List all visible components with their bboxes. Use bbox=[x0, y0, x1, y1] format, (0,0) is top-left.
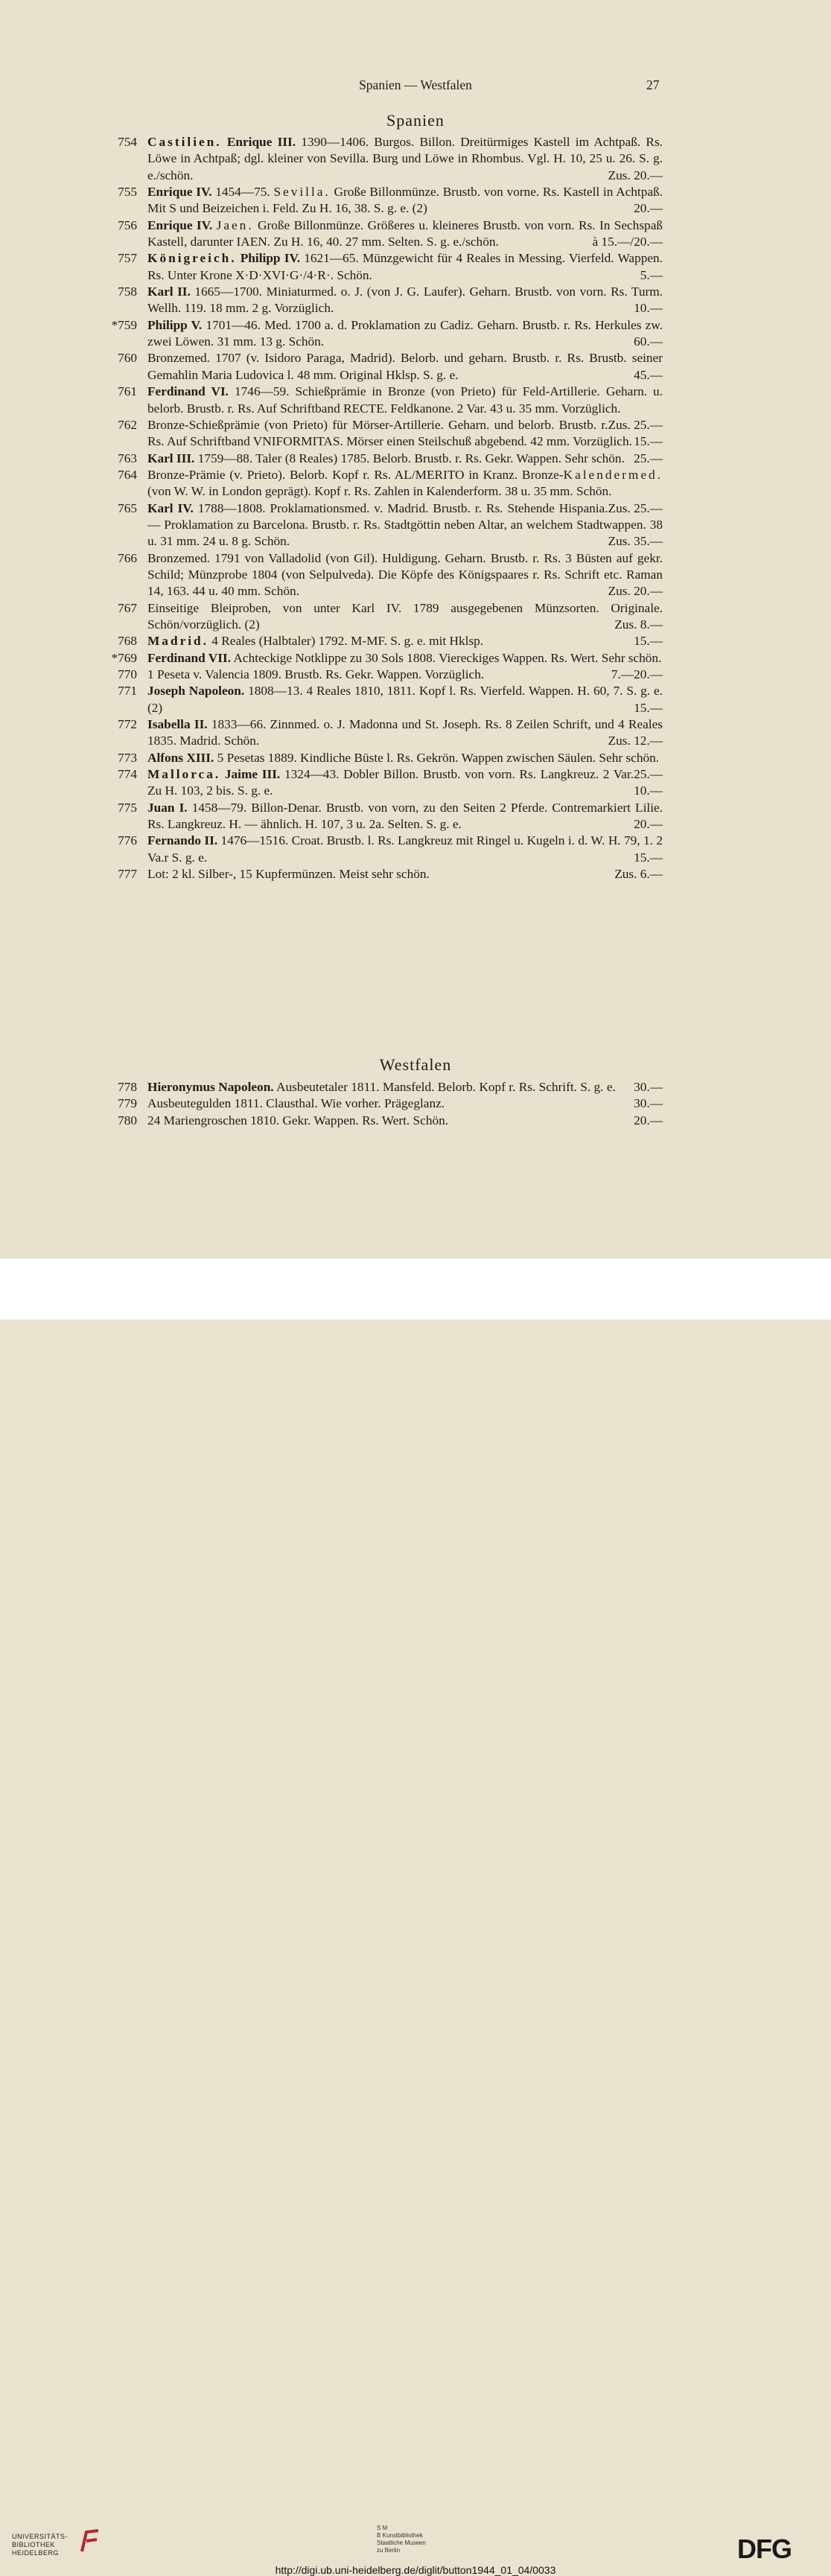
lot-heading: Ferdinand VI. bbox=[147, 384, 229, 399]
university-line: HEIDELBERG bbox=[12, 2549, 60, 2557]
entry-list-spanien bbox=[104, 134, 663, 882]
catalog-page bbox=[0, 0, 831, 1259]
lot-description bbox=[147, 866, 663, 882]
lot-description bbox=[147, 317, 663, 351]
lot-price: Zus. 8.— bbox=[614, 617, 663, 632]
lot-number: *759 bbox=[111, 317, 137, 332]
catalog-entry bbox=[104, 766, 663, 800]
lot-description bbox=[147, 600, 663, 634]
lot-number: 758 bbox=[118, 284, 137, 299]
lot-heading: Karl IV. bbox=[147, 500, 194, 515]
lot-heading: Jaime III. bbox=[220, 767, 281, 782]
lot-number: 761 bbox=[118, 384, 137, 399]
catalog-entry bbox=[104, 317, 663, 351]
lot-price: 20.— bbox=[634, 201, 663, 216]
lot-heading: Enrique IV. bbox=[147, 217, 213, 232]
university-line: BIBLIOTHEK bbox=[12, 2541, 56, 2548]
catalog-entry bbox=[104, 866, 663, 882]
stamp-line: S M bbox=[377, 2525, 388, 2531]
lot-text: Bronzemed. 1791 von Valladolid (von Gil). Huldigung. Geharn. Brustb. r. Rs. 3 Büsten auf gekr. Schild; Münzprobe 1804 (von Selpulveda). Die Köpfe des Königspaares r. Rs. Schrift etc. Raman 14, 163. 44 u. 40 mm. Schön. bbox=[147, 550, 663, 599]
lot-price: 30.— bbox=[634, 1096, 663, 1111]
lot-text: 1458—79. Billon-Denar. Brustb. von vorn, zu den Seiten 2 Pferde. Contremarkiert Lilie. Rs. Langkreuz. H. — ähnlich. H. 107, 3 u. 2a. Selten. S. g. e. bbox=[147, 800, 663, 832]
lot-text: Bronze-Prämie (v. Prieto). Belorb. Kopf r. Rs. AL/MERITO in Kranz. Bronze- bbox=[147, 467, 564, 482]
lot-heading: Königreich. bbox=[147, 251, 237, 266]
lot-text: Große Billonmünze. Größeres u. kleineres Brustb. von vorn. Rs. In Sechspaß Kastell, darunter IAEN. Zu H. 16, 40. 27 mm. Selten. S. g. e./schön. bbox=[147, 217, 663, 249]
lot-description bbox=[147, 500, 663, 550]
lot-text: 1665—1700. Miniaturmed. o. J. (von J. G. Laufer). Geharn. Brustb. von vorn. Rs. Turm. Wellh. 119. 18 mm. 2 g. Vorzüglich. bbox=[147, 284, 663, 316]
catalog-entry bbox=[104, 633, 663, 649]
lot-description bbox=[147, 284, 663, 317]
lot-description bbox=[147, 716, 663, 750]
lot-price: 20.— bbox=[634, 817, 663, 832]
lot-heading: Karl II. bbox=[147, 284, 191, 299]
catalog-entry bbox=[104, 1079, 663, 1095]
lot-description bbox=[147, 134, 663, 184]
lot-text: (von W. W. in London geprägt). Kopf r. Rs. Zahlen in Kalenderform. 38 u. 35 mm. Schön. bbox=[147, 484, 612, 499]
lot-number: 773 bbox=[118, 750, 137, 765]
lot-text: 1746—59. Schießprämie in Bronze (von Prieto) für Feld-Artillerie. Geharn. u. belorb. Brustb. r. Rs. Auf Schriftband RECTE. Feldkanone. 2 Var. 43 u. 35 mm. Vorzüglich. bbox=[147, 384, 663, 416]
lot-text: 1808—13. 4 Reales 1810, 1811. Kopf l. Rs. Vierfeld. Wappen. H. 60, 7. S. g. e. (2) bbox=[147, 684, 663, 715]
catalog-entry bbox=[104, 1113, 663, 1129]
lot-description bbox=[147, 350, 663, 384]
lot-text: 1621—65. Münzgewicht für 4 Reales in Messing. Vierfeld. Wappen. Rs. Unter Krone X·D·XVI·G·/4·R·. Schön. bbox=[147, 251, 663, 282]
university-logo-icon bbox=[76, 2526, 103, 2556]
section-title-spanien: Spanien bbox=[386, 111, 445, 130]
lot-price: Zus. 12.— bbox=[608, 734, 663, 748]
lot-price: Zus. 25.— bbox=[608, 500, 663, 515]
stamp-line: Staatliche Museen bbox=[377, 2540, 426, 2546]
catalog-entry bbox=[104, 184, 663, 217]
lot-text: 1390—1406. Burgos. Billon. Dreitürmiges Kastell im Achtpaß. Rs. Löwe in Achtpaß; dgl. kleiner von Sevilla. Burg und Löwe in Rhombus. Vgl. H. 10, 25 u. 26. S. g. e./schön. bbox=[147, 135, 663, 182]
lot-text: Bronzemed. 1707 (v. Isidoro Paraga, Madrid). Belorb. und geharn. Brustb. r. Rs. Brustb. seiner Gemahlin Maria Ludovica l. 48 mm. Original Hklsp. S. g. e. bbox=[147, 351, 663, 382]
catalog-entry bbox=[104, 500, 663, 550]
lot-text: Bronze-Schießprämie (von Prieto) für Mörser-Artillerie. Geharn. und belorb. Brustb. r. Rs. Auf Schriftband VNIFORMITAS. Mörser einen Steilschuß abgebend. 42 mm. Vorzüglich. bbox=[147, 417, 632, 449]
section-title-westfalen: Westfalen bbox=[379, 1055, 452, 1074]
lot-price: 5.— bbox=[640, 267, 663, 282]
lot-number: 765 bbox=[118, 500, 137, 515]
lot-price: 45.— bbox=[634, 367, 663, 382]
lot-description bbox=[147, 384, 663, 432]
lot-text: Ausbeutetaler 1811. Mansfeld. Belorb. Kopf r. Rs. Schrift. S. g. e. bbox=[273, 1080, 616, 1094]
lot-text: 1 Peseta v. Valencia 1809. Brustb. Rs. Gekr. Wappen. Vorzüglich. bbox=[147, 667, 485, 681]
lot-number: 755 bbox=[118, 185, 137, 200]
lot-description bbox=[147, 633, 663, 649]
lot-description bbox=[147, 1113, 663, 1129]
lot-number: 775 bbox=[118, 800, 137, 815]
lot-description bbox=[147, 217, 663, 251]
permalink-url[interactable]: http://digi.ub.uni-heidelberg.de/diglit/button1944_01_04/0033 bbox=[275, 2564, 556, 2576]
lot-heading: Fernando II. bbox=[147, 833, 218, 848]
lot-text: 1788—1808. Proklamationsmed. v. Madrid. Brustb. r. Rs. Stehende Hispania. — Proklamation zu Barcelona. Brustb. r. Rs. Stadtgöttin neben Altar, an welchem Stadtwappen. 38 u. 31 mm. 24 u. 8 g. Schön. bbox=[147, 500, 663, 549]
lot-heading: Isabella II. bbox=[147, 717, 208, 732]
university-line: UNIVERSITÄTS- bbox=[12, 2533, 69, 2540]
lot-description bbox=[147, 451, 663, 467]
lot-text: 1454—75. bbox=[211, 185, 274, 200]
lot-price: 10.— bbox=[634, 301, 663, 316]
lot-number: 778 bbox=[118, 1080, 137, 1094]
lot-description bbox=[147, 1079, 663, 1095]
lot-number: 764 bbox=[118, 467, 137, 482]
lot-price: 20.— bbox=[634, 667, 663, 681]
lot-heading: Enrique IV. bbox=[147, 185, 212, 200]
lot-number: 768 bbox=[118, 634, 137, 649]
lot-text: 4 Reales (Halbtaler) 1792. M-MF. S. g. e. mit Hklsp. bbox=[208, 634, 484, 649]
lot-description bbox=[147, 800, 663, 833]
lot-heading: Ferdinand VII. bbox=[147, 650, 232, 665]
lot-text: Einseitige Bleiproben, von unter Karl IV. 1789 ausgegebenen Münzsorten. Originale. Schön/vorzüglich. (2) bbox=[147, 600, 663, 632]
lot-price: 7.— bbox=[611, 667, 634, 681]
lot-heading: Jaen. bbox=[216, 217, 254, 232]
catalog-entry bbox=[104, 716, 663, 750]
lot-text: 5 Pesetas 1889. Kindliche Büste l. Rs. Gekrön. Wappen zwischen Säulen. Sehr schön. bbox=[214, 750, 660, 765]
lot-description bbox=[147, 766, 663, 800]
museum-stamp bbox=[377, 2525, 426, 2554]
catalog-entry bbox=[104, 800, 663, 833]
university-library-name bbox=[12, 2533, 68, 2557]
stamp-line: zu Berlin bbox=[377, 2547, 401, 2554]
lot-heading: Sevilla. bbox=[273, 185, 331, 200]
lot-description bbox=[147, 1095, 663, 1112]
lot-price: Zus. 20.— bbox=[608, 168, 663, 182]
lot-price: Zus. 25.— bbox=[608, 417, 663, 432]
lot-price: Zus. 35.— bbox=[608, 534, 663, 549]
lot-number: 767 bbox=[118, 600, 137, 615]
catalog-entry bbox=[104, 833, 663, 866]
lot-heading: Alfons XIII. bbox=[147, 750, 214, 765]
lot-heading: Philipp V. bbox=[147, 317, 203, 332]
catalog-entry bbox=[104, 451, 663, 467]
running-head: Spanien — Westfalen bbox=[359, 77, 472, 92]
catalog-entry bbox=[104, 134, 663, 184]
lot-number: 776 bbox=[118, 833, 137, 848]
lot-number: 772 bbox=[118, 717, 137, 732]
catalog-entry bbox=[104, 600, 663, 634]
lot-description bbox=[147, 417, 663, 451]
lot-price: 15.— bbox=[634, 700, 663, 715]
lot-heading: Castilien. bbox=[147, 135, 222, 149]
lot-heading: Mallorca. bbox=[147, 767, 221, 782]
lot-text: 1324—43. Dobler Billon. Brustb. von vorn. Rs. Langkreuz. 2 Var. Zu H. 103, 2 bis. S. g. e. bbox=[147, 767, 634, 798]
lot-price: 15.— bbox=[634, 850, 663, 865]
catalog-entry bbox=[104, 284, 663, 317]
lot-text: Achteckige Notklippe zu 30 Sols 1808. Viereckiges Wappen. Rs. Wert. Sehr schön. bbox=[231, 650, 662, 665]
lot-price: 20.— bbox=[634, 1113, 663, 1128]
lot-number: *769 bbox=[111, 650, 137, 665]
lot-price: 60.— bbox=[634, 334, 663, 349]
catalog-entry bbox=[104, 667, 663, 683]
lot-description bbox=[147, 667, 663, 683]
lot-text: Lot: 2 kl. Silber-, 15 Kupfermünzen. Meist sehr schön. bbox=[147, 867, 430, 882]
entry-list-westfalen bbox=[104, 1079, 663, 1129]
lot-description bbox=[147, 184, 663, 217]
lot-heading: Joseph Napoleon. bbox=[147, 684, 245, 699]
lot-number: 766 bbox=[118, 550, 137, 565]
lot-number: 774 bbox=[118, 767, 137, 782]
lot-heading: Hieronymus Napoleon. bbox=[147, 1080, 274, 1094]
lot-price: 15.— bbox=[634, 634, 663, 649]
lot-number: 757 bbox=[118, 251, 137, 266]
lot-number: 779 bbox=[118, 1096, 137, 1111]
lot-price: 25.— bbox=[634, 767, 663, 782]
catalog-entry bbox=[104, 417, 663, 451]
lot-number: 756 bbox=[118, 217, 137, 232]
dfg-logo: DFG bbox=[737, 2534, 792, 2564]
catalog-entry bbox=[104, 550, 663, 600]
lot-number: 763 bbox=[118, 451, 137, 465]
stamp-line: B Kunstbibliothek bbox=[377, 2532, 423, 2539]
lot-price: 30.— bbox=[634, 1080, 663, 1094]
lot-price: à 15.—/20.— bbox=[592, 235, 663, 249]
lot-number: 777 bbox=[118, 867, 137, 882]
catalog-entry bbox=[104, 217, 663, 251]
lot-price: Zus. 20.— bbox=[608, 584, 663, 599]
catalog-entry bbox=[104, 683, 663, 716]
lot-price: 15.— bbox=[634, 434, 663, 449]
lot-text: 1833—66. Zinnmed. o. J. Madonna und St. Joseph. Rs. 8 Zeilen Schrift, und 4 Reales 1835. Madrid. Schön. bbox=[147, 717, 663, 748]
lot-number: 780 bbox=[118, 1113, 137, 1128]
lot-text: Große Billonmünze. Brustb. von vorne. Rs. Kastell in Achtpaß. Mit S und Beizeichen i. Feld. Zu H. 16, 38. S. g. e. (2) bbox=[147, 185, 663, 216]
catalog-entry bbox=[104, 250, 663, 284]
lot-number: 760 bbox=[118, 351, 137, 366]
lot-number: 754 bbox=[118, 135, 137, 149]
lot-text: 1759—88. Taler (8 Reales) 1785. Belorb. Brustb. r. Rs. Gekr. Wappen. Sehr schön. bbox=[194, 451, 625, 465]
lot-price: Zus. 6.— bbox=[614, 867, 663, 882]
lot-description bbox=[147, 683, 663, 716]
lot-heading: Madrid. bbox=[147, 634, 208, 649]
lot-heading: Philipp IV. bbox=[236, 251, 301, 266]
lot-description bbox=[147, 250, 663, 284]
lot-heading: Juan I. bbox=[147, 800, 188, 815]
lot-description bbox=[147, 550, 663, 600]
lot-number: 770 bbox=[118, 667, 137, 681]
lot-text: 24 Mariengroschen 1810. Gekr. Wappen. Rs. Wert. Schön. bbox=[147, 1113, 449, 1128]
lot-heading: Enrique III. bbox=[221, 135, 296, 149]
lot-number: 762 bbox=[118, 417, 137, 432]
catalog-entry bbox=[104, 1095, 663, 1112]
lot-price: 25.— bbox=[634, 451, 663, 465]
footer-bar bbox=[0, 1259, 831, 2576]
page-number: 27 bbox=[646, 77, 660, 92]
lot-text: 1701—46. Med. 1700 a. d. Proklamation zu Cadiz. Geharn. Brustb. r. Rs. Herkules zw. zwei Löwen. 31 mm. 13 g. Schön. bbox=[147, 317, 663, 349]
lot-text: Ausbeutegulden 1811. Clausthal. Wie vorher. Prägeglanz. bbox=[147, 1096, 445, 1111]
catalog-entry bbox=[104, 350, 663, 384]
lot-description bbox=[147, 833, 663, 866]
lot-heading: Kalendermed. bbox=[563, 467, 663, 482]
lot-price: 10.— bbox=[634, 783, 663, 798]
lot-heading: Karl III. bbox=[147, 451, 195, 465]
lot-text: 1476—1516. Croat. Brustb. l. Rs. Langkreuz mit Ringel u. Kugeln i. d. W. H. 79, 1. 2 Va.r S. g. e. bbox=[147, 833, 663, 865]
lot-number: 771 bbox=[118, 684, 137, 699]
